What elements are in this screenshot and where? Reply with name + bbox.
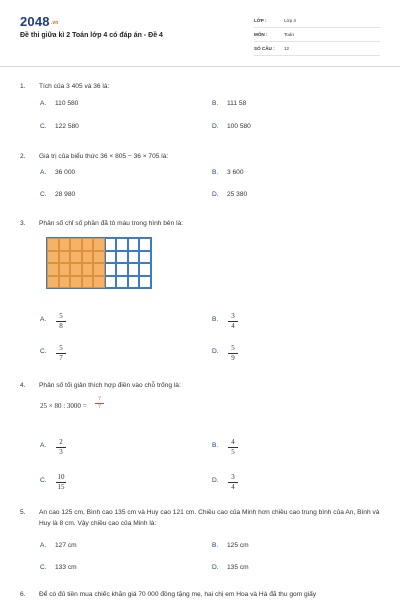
fraction: 5 7 [55, 344, 67, 363]
grid-cell-shaded [70, 263, 82, 276]
grid-cell [128, 263, 140, 276]
grid-cell-shaded [59, 263, 71, 276]
site-logo[interactable]: 2048.vn [20, 14, 59, 29]
grid-cell [139, 251, 151, 264]
grid-cell [116, 238, 128, 251]
meta-grade: LỚP : Lớp 4 [254, 14, 380, 28]
grid-cell-shaded [47, 263, 59, 276]
grid-cell [116, 276, 128, 289]
grid-cell-shaded [70, 251, 82, 264]
grid-cell-shaded [93, 276, 105, 289]
grid-cell-shaded [47, 276, 59, 289]
grid-cell [105, 251, 117, 264]
fraction-expression: 25 × 80 : 3000 = ? ? [40, 402, 87, 410]
grid-cell-shaded [93, 251, 105, 264]
grid-cell-shaded [82, 238, 94, 251]
grid-cell-shaded [82, 276, 94, 289]
grid-cell-shaded [47, 251, 59, 264]
grid-cell [116, 251, 128, 264]
meta-subject: MÔN : Toán [254, 28, 380, 42]
grid-cell-shaded [59, 238, 71, 251]
grid-cell-shaded [93, 238, 105, 251]
grid-cell [139, 263, 151, 276]
grid-cell [128, 238, 140, 251]
grid-cell-shaded [59, 276, 71, 289]
grid-cell [105, 276, 117, 289]
grid-cell-shaded [82, 263, 94, 276]
grid-cell-shaded [93, 263, 105, 276]
grid-cell [116, 263, 128, 276]
grid-cell [139, 238, 151, 251]
grid-cell [105, 263, 117, 276]
page-header [0, 0, 400, 67]
blank-fraction[interactable]: ? ? [95, 396, 104, 411]
fraction: 4 5 [227, 438, 239, 457]
fraction: 3 4 [227, 312, 239, 331]
grid-cell [128, 276, 140, 289]
grid-cell [139, 276, 151, 289]
grid-cell-shaded [70, 276, 82, 289]
question-6: 6. Để có đủ tiền mua chiếc khăn giá 70 000 đồng tặng mẹ, hai chị em Hoa và Hà đã thu gom giấy [20, 591, 317, 598]
shaded-fraction-grid [46, 237, 152, 289]
page-title: Đề thi giữa kì 2 Toán lớp 4 có đáp án - Đề 4 [20, 32, 163, 39]
fraction: 5 9 [227, 344, 239, 363]
grid-cell-shaded [47, 238, 59, 251]
exam-page: 2048.vn Đề thi giữa kì 2 Toán lớp 4 có đáp án - Đề 4 LỚP : Lớp 4 MÔN : Toán SỐ CÂU : 12 1. Tích của 3 405 và 36 là: A. 110 580 B. 111 58 C. 122 580 D. 100 580 2. Giá trị của biểu thức 36 × 805 − 36 × 705 là: A. 36 000 B. 3 600 C. 28 980 D. 25 380 3. Phân số chỉ số phần đã tô màu trong hình bên là: A. 5 8 B. 3 4 C. 5 7 D. 5 9 4. Phân số tối giản thích hợp điền vào chỗ trống là: 25 × 80 : 3000 = ? ? A. 2 3 B. 4 5 C. 10 15 D. 3 4 5. An cao 125 cm, Bình cao 135 cm và Huy cao 121 cm. Chiều cao của Minh hơn chiều cao trung bình của An, Bình và Huy là 8 cm. Vậy chiều cao của Minh là: A. 127 cm B. 125 cm C. 133 cm D. 135 cm 6. Để có đủ tiền mua chiếc khăn giá 70 000 đồng tặng mẹ, hai chị em Hoa và Hà đã thu gom giấy [0, 0, 400, 600]
fraction: 2 3 [55, 438, 67, 457]
grid-cell [105, 238, 117, 251]
grid-cell-shaded [82, 251, 94, 264]
meta-question-count: SỐ CÂU : 12 [254, 42, 380, 56]
fraction: 3 4 [227, 473, 239, 492]
fraction: 5 8 [55, 312, 67, 331]
grid-cell-shaded [59, 251, 71, 264]
fraction: 10 15 [57, 473, 65, 491]
grid-cell [128, 251, 140, 264]
grid-cell-shaded [70, 238, 82, 251]
